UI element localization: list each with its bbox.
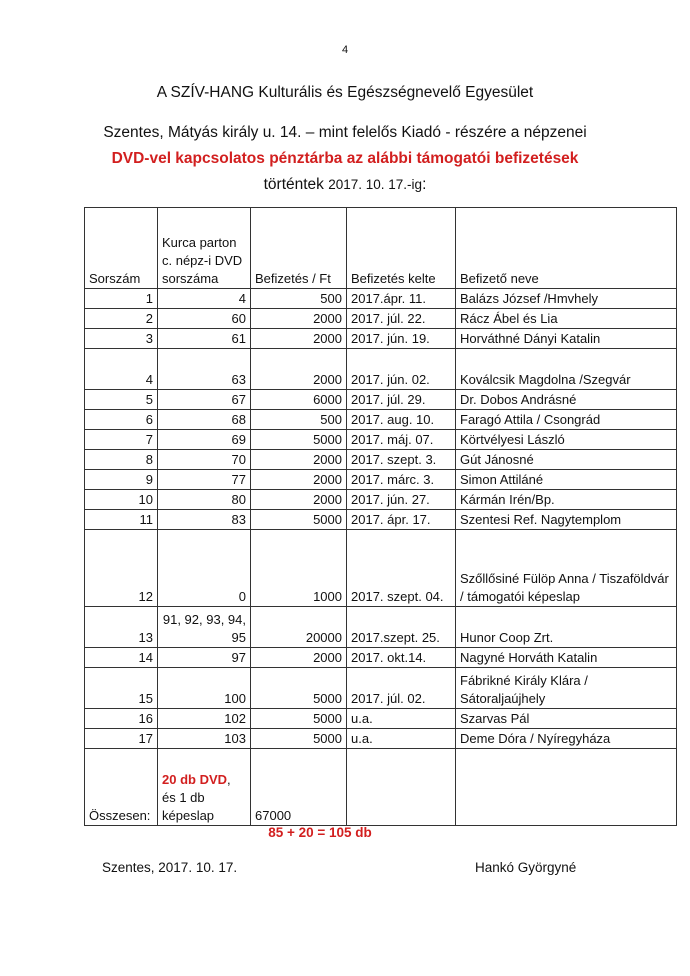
cell-dvd: 61 (158, 329, 251, 349)
cell-num: 5 (85, 390, 158, 410)
cell-num: 16 (85, 709, 158, 729)
table-row (85, 309, 677, 329)
cell-name: Szentesi Ref. Nagytemplom (456, 510, 677, 530)
total-row (85, 749, 677, 826)
total-date (347, 749, 456, 826)
cell-dvd: 70 (158, 450, 251, 470)
header-date: Befizetés kelte (347, 208, 456, 289)
payments-table (84, 207, 677, 826)
cell-num: 14 (85, 648, 158, 668)
heading-line-4-prefix: történtek (263, 176, 329, 193)
cell-pay: 500 (251, 289, 347, 309)
total-dvd-count: 20 db DVD (162, 772, 228, 787)
cell-dvd: 91, 92, 93, 94, 95 (158, 607, 251, 648)
cell-date: 2017. szept. 3. (347, 450, 456, 470)
cell-pay: 2000 (251, 470, 347, 490)
cell-date: 2017. jún. 27. (347, 490, 456, 510)
table-row (85, 709, 677, 729)
cell-pay: 2000 (251, 309, 347, 329)
cell-pay: 5000 (251, 709, 347, 729)
cell-name: Rácz Ábel és Lia (456, 309, 677, 329)
cell-num: 11 (85, 510, 158, 530)
header-name: Befizető neve (456, 208, 677, 289)
cell-num: 13 (85, 607, 158, 648)
cell-name: Balázs József /Hmvhely (456, 289, 677, 309)
header-pay: Befizetés / Ft (251, 208, 347, 289)
cell-pay: 2000 (251, 329, 347, 349)
cell-date: 2017. júl. 22. (347, 309, 456, 329)
table-row (85, 410, 677, 430)
cell-dvd: 63 (158, 349, 251, 390)
cell-num: 15 (85, 668, 158, 709)
cell-name: Dr. Dobos Andrásné (456, 390, 677, 410)
table-row (85, 349, 677, 390)
heading-line-4 (0, 176, 690, 194)
total-label: Összesen: (85, 749, 158, 826)
table-body (85, 289, 677, 749)
page-number: 4 (341, 44, 349, 56)
total-pay: 67000 (251, 749, 347, 826)
cell-date: 2017. júl. 29. (347, 390, 456, 410)
table-row (85, 530, 677, 607)
table-row (85, 648, 677, 668)
total-count-note: 85 + 20 = 105 db (268, 825, 372, 840)
table-row (85, 430, 677, 450)
cell-num: 6 (85, 410, 158, 430)
total-name (456, 749, 677, 826)
cell-name: Gút Jánosné (456, 450, 677, 470)
cell-num: 17 (85, 729, 158, 749)
place-date: Szentes, 2017. 10. 17. (102, 860, 238, 875)
cell-date: 2017. jún. 19. (347, 329, 456, 349)
heading-line-3: DVD-vel kapcsolatos pénztárba az alábbi támogatói befizetések (111, 150, 579, 167)
cell-date: 2017. szept. 04. (347, 530, 456, 607)
cell-name: Hunor Coop Zrt. (456, 607, 677, 648)
table-row (85, 729, 677, 749)
cell-num: 1 (85, 289, 158, 309)
cell-pay: 2000 (251, 450, 347, 470)
cell-num: 8 (85, 450, 158, 470)
cell-num: 10 (85, 490, 158, 510)
cell-date: 2017. aug. 10. (347, 410, 456, 430)
cell-dvd: 97 (158, 648, 251, 668)
cell-dvd: 69 (158, 430, 251, 450)
cell-name: Horváthné Dányi Katalin (456, 329, 677, 349)
cell-dvd: 103 (158, 729, 251, 749)
table-row (85, 668, 677, 709)
cell-dvd: 60 (158, 309, 251, 329)
table-header-row (85, 208, 677, 289)
table-row (85, 289, 677, 309)
table-row (85, 329, 677, 349)
cell-name: Körtvélyesi László (456, 430, 677, 450)
cell-name: Deme Dóra / Nyíregyháza (456, 729, 677, 749)
cell-name: Koválcsik Magdolna /Szegvár (456, 349, 677, 390)
cell-dvd: 0 (158, 530, 251, 607)
cell-date: 2017. márc. 3. (347, 470, 456, 490)
cell-num: 7 (85, 430, 158, 450)
cell-pay: 2000 (251, 490, 347, 510)
table-row (85, 470, 677, 490)
cell-dvd: 67 (158, 390, 251, 410)
cell-num: 12 (85, 530, 158, 607)
heading-line-2: Szentes, Mátyás király u. 14. – mint felelős Kiadó - részére a népzenei (103, 124, 587, 141)
cell-num: 4 (85, 349, 158, 390)
cell-num: 2 (85, 309, 158, 329)
heading-line-1: A SZÍV-HANG Kulturális és Egészségnevelő Egyesület (156, 84, 534, 101)
cell-dvd: 68 (158, 410, 251, 430)
cell-date: 2017. jún. 02. (347, 349, 456, 390)
cell-pay: 1000 (251, 530, 347, 607)
cell-name: Simon Attiláné (456, 470, 677, 490)
total-dvd (158, 749, 251, 826)
cell-name: Szarvas Pál (456, 709, 677, 729)
cell-pay: 2000 (251, 648, 347, 668)
cell-pay: 2000 (251, 349, 347, 390)
cell-dvd: 4 (158, 289, 251, 309)
total-dvd-rest: , és 1 db képeslap (162, 772, 231, 823)
cell-date: 2017. máj. 07. (347, 430, 456, 450)
cell-date: 2017. júl. 02. (347, 668, 456, 709)
table-row (85, 450, 677, 470)
cell-date: 2017.ápr. 11. (347, 289, 456, 309)
cell-name: Fábrikné Király Klára / Sátoraljaújhely (456, 668, 677, 709)
signature: Hankó Györgyné (475, 860, 577, 875)
cell-name: Faragó Attila / Csongrád (456, 410, 677, 430)
cell-num: 9 (85, 470, 158, 490)
cell-pay: 5000 (251, 729, 347, 749)
cell-pay: 6000 (251, 390, 347, 410)
cell-pay: 20000 (251, 607, 347, 648)
header-num: Sorszám (85, 208, 158, 289)
cell-date: 2017.szept. 25. (347, 607, 456, 648)
cell-dvd: 102 (158, 709, 251, 729)
table-row (85, 490, 677, 510)
cell-name: Kármán Irén/Bp. (456, 490, 677, 510)
table-row (85, 390, 677, 410)
header-dvd: Kurca parton c. népz-i DVD sorszáma (158, 208, 251, 289)
cell-pay: 500 (251, 410, 347, 430)
cell-date: 2017. ápr. 17. (347, 510, 456, 530)
cell-pay: 5000 (251, 430, 347, 450)
cell-pay: 5000 (251, 668, 347, 709)
cell-dvd: 83 (158, 510, 251, 530)
cell-name: Nagyné Horváth Katalin (456, 648, 677, 668)
heading-line-4-suffix: : (422, 176, 427, 193)
cell-num: 3 (85, 329, 158, 349)
cell-pay: 5000 (251, 510, 347, 530)
cell-date: u.a. (347, 729, 456, 749)
cell-name: Szőllősiné Fülöp Anna / Tiszaföldvár / támogatói képeslap (456, 530, 677, 607)
table-row (85, 607, 677, 648)
table-row (85, 510, 677, 530)
cell-date: 2017. okt.14. (347, 648, 456, 668)
cell-dvd: 100 (158, 668, 251, 709)
cell-dvd: 77 (158, 470, 251, 490)
cell-dvd: 80 (158, 490, 251, 510)
cell-date: u.a. (347, 709, 456, 729)
heading-date: 2017. 10. 17.-ig (328, 177, 423, 192)
